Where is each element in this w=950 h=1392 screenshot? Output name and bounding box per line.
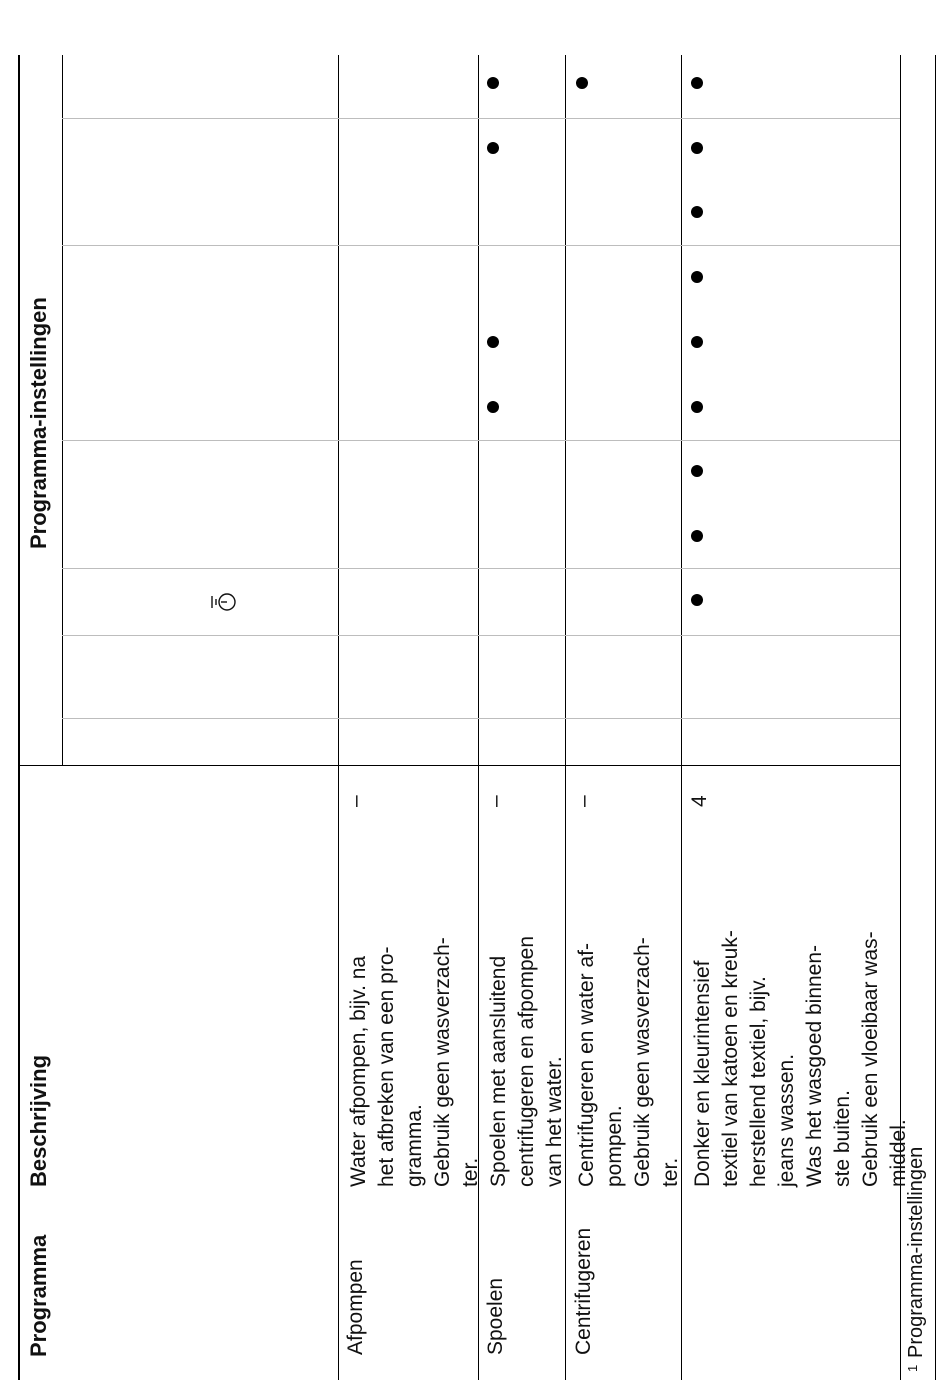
footnote-marker: 1: [905, 1364, 920, 1372]
program-value: –: [572, 795, 595, 807]
program-description-line: centrifugeren en afpompen: [515, 935, 538, 1187]
program-description-line: Gebruik geen wasverzach-: [631, 937, 654, 1187]
header-divider: [62, 55, 63, 765]
setting-dot: [487, 401, 499, 413]
program-value: –: [484, 795, 507, 807]
program-name: Afpompen: [344, 1259, 367, 1355]
setting-dot: [691, 142, 703, 154]
settings-col-divider: [62, 635, 900, 636]
program-value: 4: [688, 795, 711, 807]
program-description-line: textiel van katoen en kreuk-: [719, 930, 742, 1187]
footnote-text: Programma-instellingen: [905, 1146, 927, 1358]
program-description-line: Water afpompen, bijv. na: [347, 955, 370, 1187]
program-value: –: [344, 795, 367, 807]
table-border-top: [18, 55, 20, 1380]
program-name: Centrifugeren: [572, 1227, 595, 1355]
settings-col-divider: [62, 245, 900, 246]
program-description-line: jeans wassen.: [775, 1053, 798, 1187]
program-description-line: het afbreken van een pro-: [375, 946, 398, 1187]
setting-dot: [691, 401, 703, 413]
program-description-line: Spoelen met aansluitend: [487, 955, 510, 1187]
program-name: Spoelen: [484, 1277, 507, 1355]
setting-dot: [691, 206, 703, 218]
program-description-line: ste buiten.: [831, 1090, 854, 1187]
setting-dot: [691, 336, 703, 348]
program-description-line: ter.: [459, 1157, 482, 1187]
header-programma-instellingen: Programma-instellingen: [26, 297, 51, 549]
program-description-line: ter.: [659, 1157, 682, 1187]
setting-dot: [691, 530, 703, 542]
header-programma: Programma: [26, 1234, 51, 1357]
setting-dot: [576, 77, 588, 89]
program-description-line: Gebruik een vloeibaar was-: [859, 931, 882, 1187]
setting-dot: [487, 142, 499, 154]
section-divider: [18, 765, 900, 766]
setting-dot: [691, 465, 703, 477]
program-description-line: van het water.: [543, 1056, 566, 1187]
setting-dot: [691, 594, 703, 606]
setting-dot: [487, 77, 499, 89]
program-description-line: middel.: [887, 1119, 910, 1187]
program-description-line: herstellend textiel, bijv.: [747, 976, 770, 1187]
settings-col-divider: [62, 118, 900, 119]
page-edge-line: [935, 55, 936, 1380]
settings-col-divider: [62, 568, 900, 569]
program-description-line: Gebruik geen wasverzach-: [431, 937, 454, 1187]
prewash-timer-icon: [205, 587, 245, 617]
header-beschrijving: Beschrijving: [26, 1054, 51, 1187]
setting-dot: [487, 336, 499, 348]
setting-dot: [691, 271, 703, 283]
settings-col-divider: [62, 718, 900, 719]
program-description-line: Donker en kleurintensief: [691, 960, 714, 1187]
setting-dot: [691, 77, 703, 89]
settings-col-divider: [62, 440, 900, 441]
program-description-line: Centrifugeren en water af-: [575, 943, 598, 1187]
program-description-line: Was het wasgoed binnen-: [803, 944, 826, 1187]
program-description-line: pompen.: [603, 1105, 626, 1187]
program-description-line: gramma.: [403, 1104, 426, 1187]
